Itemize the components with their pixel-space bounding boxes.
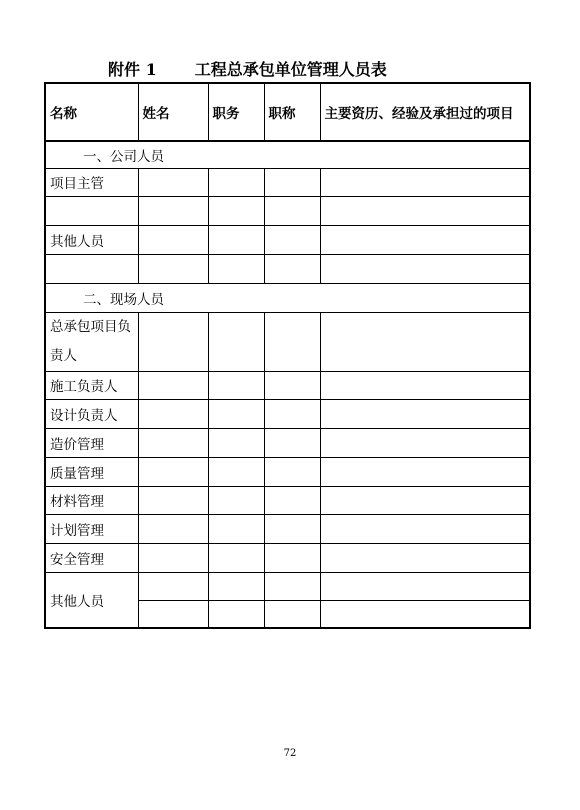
empty-cell <box>320 371 530 399</box>
row-label: 计划管理 <box>45 514 138 543</box>
row-label: 项目主管 <box>45 168 138 196</box>
empty-cell <box>138 371 208 399</box>
header-person: 姓名 <box>138 83 208 141</box>
table-row <box>45 428 530 457</box>
table-row <box>45 225 530 254</box>
page-number: 72 <box>283 748 297 759</box>
empty-cell <box>264 196 320 225</box>
empty-cell <box>320 572 530 600</box>
attachment-label: 附件 1 <box>108 60 157 79</box>
empty-cell <box>264 225 320 254</box>
empty-cell <box>208 486 264 514</box>
header-name: 名称 <box>45 83 138 141</box>
empty-cell <box>138 312 208 371</box>
section-row <box>45 141 530 168</box>
empty-cell <box>208 399 264 428</box>
row-label: 质量管理 <box>45 457 138 486</box>
table-row <box>45 312 530 371</box>
empty-cell <box>208 543 264 572</box>
empty-cell <box>208 600 264 628</box>
table-row <box>45 168 530 196</box>
empty-cell <box>264 543 320 572</box>
staff-table <box>44 82 531 629</box>
row-label: 材料管理 <box>45 486 138 514</box>
empty-cell <box>138 457 208 486</box>
table-row <box>45 371 530 399</box>
empty-cell <box>208 572 264 600</box>
section-site-staff: 二、现场人员 <box>45 283 530 312</box>
empty-cell <box>320 486 530 514</box>
empty-cell <box>264 428 320 457</box>
row-label: 设计负责人 <box>45 399 138 428</box>
header-title: 职称 <box>264 83 320 141</box>
table-row <box>45 486 530 514</box>
empty-cell <box>138 254 208 283</box>
empty-cell <box>320 312 530 371</box>
empty-cell <box>264 254 320 283</box>
empty-cell <box>208 428 264 457</box>
empty-cell <box>138 543 208 572</box>
empty-cell <box>208 514 264 543</box>
empty-cell <box>138 572 208 600</box>
table-row <box>45 457 530 486</box>
empty-cell <box>138 600 208 628</box>
row-label <box>45 196 138 225</box>
empty-cell <box>208 225 264 254</box>
empty-cell <box>138 168 208 196</box>
row-label <box>45 254 138 283</box>
empty-cell <box>320 514 530 543</box>
empty-cell <box>208 196 264 225</box>
empty-cell <box>264 514 320 543</box>
empty-cell <box>320 196 530 225</box>
empty-cell <box>138 428 208 457</box>
empty-cell <box>138 486 208 514</box>
empty-cell <box>320 254 530 283</box>
empty-cell <box>208 168 264 196</box>
row-label: 总承包项目负责人 <box>45 312 138 371</box>
empty-cell <box>208 254 264 283</box>
empty-cell <box>264 371 320 399</box>
empty-cell <box>264 486 320 514</box>
table-row <box>45 399 530 428</box>
row-label: 其他人员 <box>45 572 138 628</box>
empty-cell <box>320 225 530 254</box>
table-row <box>45 196 530 225</box>
empty-cell <box>138 399 208 428</box>
empty-cell <box>208 457 264 486</box>
section-row <box>45 283 530 312</box>
empty-cell <box>320 428 530 457</box>
header-row <box>45 83 530 141</box>
empty-cell <box>320 399 530 428</box>
row-label: 安全管理 <box>45 543 138 572</box>
table-title: 工程总承包单位管理人员表 <box>194 60 387 79</box>
empty-cell <box>320 543 530 572</box>
document-title <box>108 57 387 80</box>
empty-cell <box>138 225 208 254</box>
table-row <box>45 254 530 283</box>
table-row <box>45 543 530 572</box>
section-company-staff: 一、公司人员 <box>45 141 530 168</box>
row-label: 施工负责人 <box>45 371 138 399</box>
empty-cell <box>264 600 320 628</box>
table-row <box>45 514 530 543</box>
header-position: 职务 <box>208 83 264 141</box>
empty-cell <box>264 572 320 600</box>
empty-cell <box>264 457 320 486</box>
empty-cell <box>138 514 208 543</box>
header-experience: 主要资历、经验及承担过的项目 <box>320 83 530 141</box>
empty-cell <box>208 312 264 371</box>
empty-cell <box>320 457 530 486</box>
empty-cell <box>320 600 530 628</box>
empty-cell <box>208 371 264 399</box>
table-row <box>45 572 530 600</box>
empty-cell <box>320 168 530 196</box>
empty-cell <box>264 168 320 196</box>
empty-cell <box>264 312 320 371</box>
empty-cell <box>264 399 320 428</box>
row-label: 其他人员 <box>45 225 138 254</box>
row-label: 造价管理 <box>45 428 138 457</box>
empty-cell <box>138 196 208 225</box>
